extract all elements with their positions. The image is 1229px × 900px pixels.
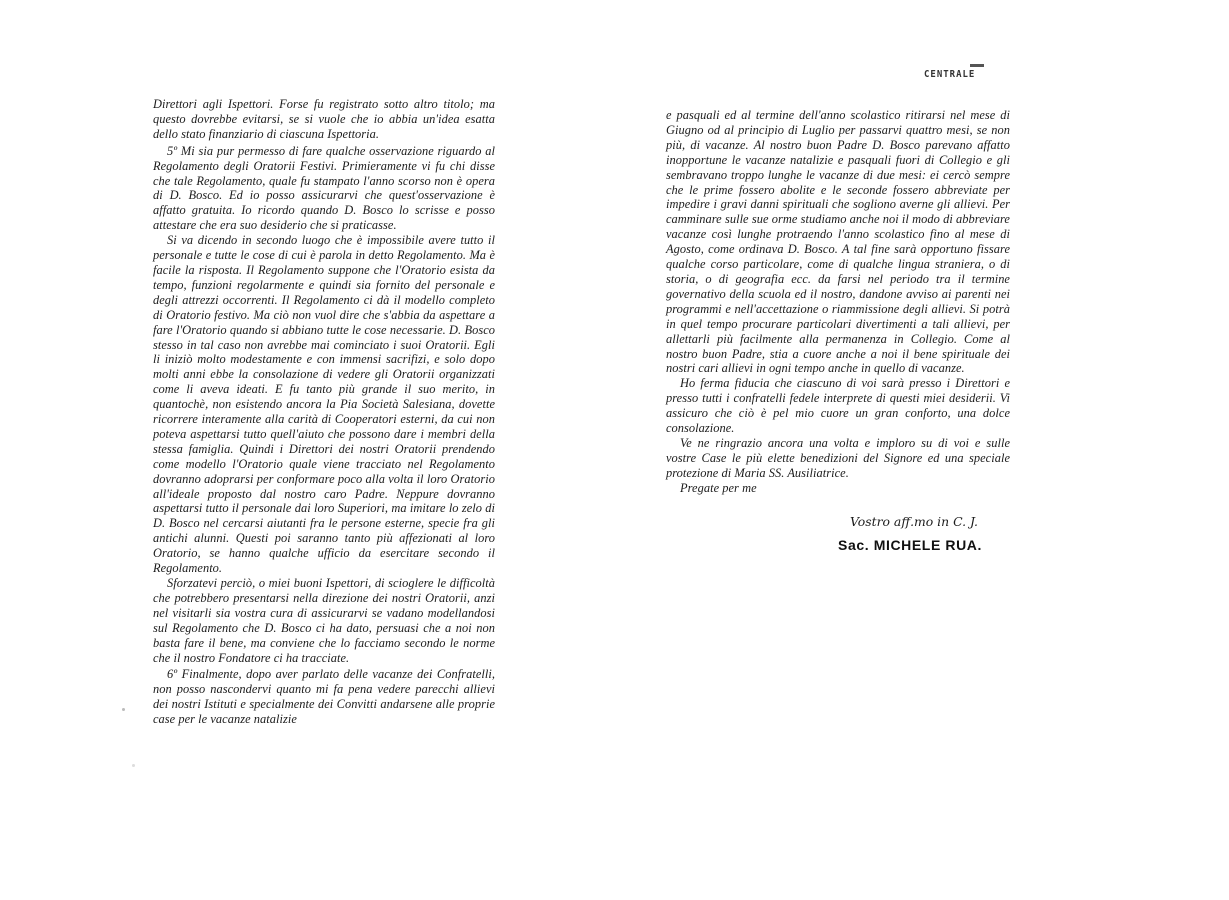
signoff: Vostro aff.mo in C. J. <box>850 514 978 529</box>
paragraph: 6º Finalmente, dopo aver parlato delle vacanze dei Confratelli, non posso nascondervi quanto mi fa pena vedere parecchi allievi dei nostri Istituti e specialmente dei Convitti andarsene alle proprie case per le vacanze natalizie <box>153 667 495 727</box>
paragraph: Sforzatevi perciò, o miei buoni Ispettori, di scioglere le difficoltà che potrebbero presentarsi nella direzione dei nostri Oratorii, anzi nel visitarli sia vostra cura di assicurarvi se vadano modellandosi sul Regolamento che D. Bosco ci ha dato, persuasi che a noi non basta fare il bene, ma conviene che lo facciamo secondo le norme che il nostro Fondatore ci ha tracciate. <box>153 576 495 665</box>
left-text-column <box>153 97 495 727</box>
paper-speck <box>132 764 135 767</box>
paper-speck <box>122 708 125 711</box>
paragraph: Ho ferma fiducia che ciascuno di voi sarà presso i Direttori e presso tutti i confratelli fedele interprete di questi miei desiderii. Vi assicuro che ciò è pel mio cuore un gran conforto, una dolce consolazione. <box>666 376 1010 436</box>
paragraph: Si va dicendo in secondo luogo che è impossibile avere tutto il personale e tutte le cose di cui è parola in detto Regolamento. Ma è facile la risposta. Il Regolamento suppone che l'Oratorio esista da tempo, funzioni regolarmente e quindi sia fornito del personale e degli attrezzi occorrenti. Il Regolamento ci dà il modello completo di Oratorio festivo. Ma ciò non vuol dire che s'abbia da aspettare a fare l'Oratorio quando si abbiano tutte le cose necessarie. D. Bosco stesso in tal caso non avrebbe mai cominciato i suoi Oratorii. Egli li iniziò molto modestamente e con immensi sacrifizi, e solo dopo molti anni ebbe la consolazione di vedere gli Oratorii organizzati come li aveva ideati. E fu tanto più grande il suo merito, in quantochè, non esistendo ancora la Pia Società Salesiana, dovette ricorrere interamente alla carità di Cooperatori esterni, da cui non poteva aspettarsi tutto quell'aiuto che possono dare i membri della stessa famiglia. Quindi i Direttori dei nostri Oratorii prendendo come modello l'Oratorio quale viene tracciato nel Regolamento dovranno adoprarsi per conformare poco alla volta il loro Oratorio all'ideale proposto dal nostro caro Padre. Neppure dovranno aspettarsi tutto il personale dai loro Superiori, ma imitare lo zelo di D. Bosco nel cercarsi aiutanti fra le persone esterne, specie fra gli antichi alunni. Questi poi saranno tanto più affezionati al loro Oratorio, se hanno qualche ufficio da esercitare secondo il Regolamento. <box>153 233 495 576</box>
left-page <box>0 0 614 900</box>
right-text-column <box>666 108 1010 496</box>
paragraph: 5º Mi sia pur permesso di fare qualche osservazione riguardo al Regolamento degli Oratorii Festivi. Primieramente vi fu chi disse che tale Regolamento, quale fu stampato l'anno scorso non è opera di D. Bosco. Ed io posso assicurarvi che quest'osservazione è affatto gratuita. Io ricordo quando D. Bosco lo scrisse e posso attestare che era suo desiderio che si praticasse. <box>153 143 495 233</box>
paragraph: Direttori agli Ispettori. Forse fu registrato sotto altro titolo; ma questo dovrebbe evitarsi, se si vuole che io abbia un'idea esatta dello stato finanziario di ciascuna Ispettoria. <box>153 97 495 141</box>
paragraph: Ve ne ringrazio ancora una volta e imploro su di voi e sulle vostre Case le più elette benedizioni del Signore ed una speciale protezione di Maria SS. Ausiliatrice. <box>666 435 1010 480</box>
right-page <box>614 0 1228 900</box>
signature: Sac. MICHELE RUA. <box>838 537 982 553</box>
paragraph: Pregate per me <box>680 480 757 495</box>
paragraph: e pasquali ed al termine dell'anno scolastico ritirarsi nel mese di Giugno od al principio di Luglio per passarvi quattro mesi, se non più, di vacanze. Al nostro buon Padre D. Bosco parevano affatto inopportune le vacanze natalizie e pasquali fuori di Collegio e gli sembravano troppo lunghe le vacanze di due mesi: ei cercò sempre che le prime fossero abolite e le seconde fossero abbreviate per impedire i gravi danni spirituali che sogliono averne gli allievi. Per camminare sulle sue orme studiamo anche noi il modo di abbreviare vacanze così lunghe protraendo l'anno scolastico fino al mese di Agosto, come ordinava D. Bosco. A tal fine sarà opportuno fissare qualche corso particolare, come di qualche lingua straniera, o di storia, o di geografia ecc. da farsi nel periodo tra il termine governativo della scuola ed il nostro, dandone avviso ai parenti nei programmi e nell'accettazione o riammissione degli allievi. Si potrà in quel tempo procurare particolari divertimenti a tali allievi, per allettarli più facilmente alla permanenza in Collegio. Come al nostro buon Padre, stia a cuore anche a noi il bene spirituale dei nostri cari allievi in ogni tempo anche in quello di vacanze. <box>666 108 1010 376</box>
archive-stamp: CENTRALE <box>924 69 976 81</box>
stamp-mark <box>970 64 984 67</box>
